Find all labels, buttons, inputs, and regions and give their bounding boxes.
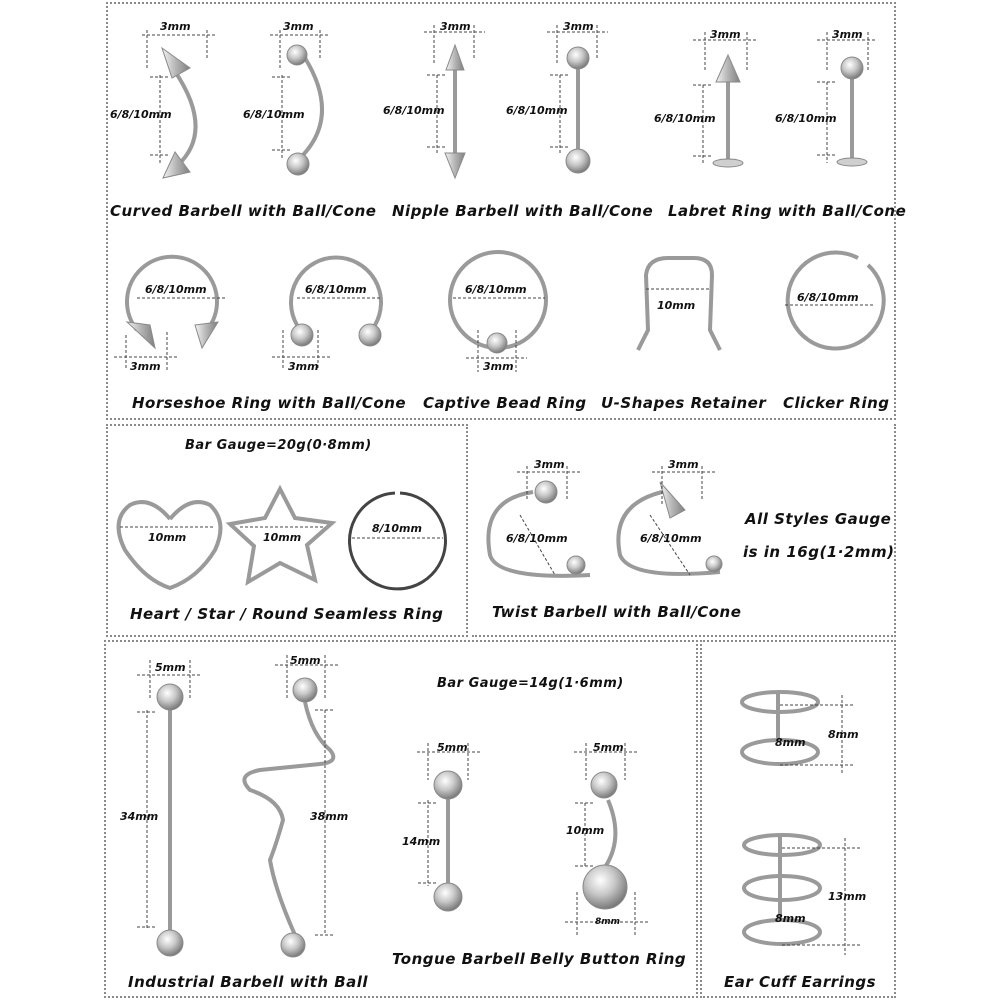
dim-ball-size: 3mm bbox=[710, 28, 741, 41]
dim-diameter: 6/8/10mm bbox=[797, 291, 859, 304]
dim-heart-size: 10mm bbox=[148, 531, 187, 544]
gauge14-panel bbox=[104, 640, 698, 998]
dim-diameter: 8mm bbox=[775, 912, 806, 925]
dim-length: 6/8/10mm bbox=[243, 108, 305, 121]
dim-ball-size: 5mm bbox=[593, 741, 624, 754]
dim-length: 10mm bbox=[566, 824, 605, 837]
dim-length: 6/8/10mm bbox=[110, 108, 172, 121]
caption-nipple-barbell: Nipple Barbell with Ball/Cone bbox=[392, 202, 654, 220]
dim-ball-size: 3mm bbox=[288, 360, 319, 373]
dim-ball-size: 5mm bbox=[437, 741, 468, 754]
dim-width: 10mm bbox=[657, 299, 696, 312]
dim-star-size: 10mm bbox=[263, 531, 302, 544]
gauge-label-20g: Bar Gauge=20g(0·8mm) bbox=[185, 438, 372, 453]
dim-length: 34mm bbox=[120, 810, 159, 823]
caption-belly-button-ring: Belly Button Ring bbox=[530, 950, 687, 968]
dim-ball-size: 3mm bbox=[160, 20, 191, 33]
dim-ball-size: 3mm bbox=[283, 20, 314, 33]
dim-ball-size: 3mm bbox=[534, 458, 565, 471]
dim-height: 13mm bbox=[828, 890, 867, 903]
dim-ball-size: 5mm bbox=[290, 654, 321, 667]
dim-ball-size: 3mm bbox=[440, 20, 471, 33]
earcuff-panel bbox=[700, 640, 896, 998]
dim-length: 6/8/10mm bbox=[383, 104, 445, 117]
caption-clicker-ring: Clicker Ring bbox=[783, 394, 890, 412]
dim-length: 6/8/10mm bbox=[775, 112, 837, 125]
dim-diameter: 6/8/10mm bbox=[305, 283, 367, 296]
dim-length: 6/8/10mm bbox=[506, 104, 568, 117]
dim-length: 38mm bbox=[310, 810, 349, 823]
dim-diameter: 8mm bbox=[775, 736, 806, 749]
dim-ball-size: 3mm bbox=[668, 458, 699, 471]
dim-ball-size: 5mm bbox=[155, 661, 186, 674]
caption-ear-cuff: Ear Cuff Earrings bbox=[724, 973, 877, 991]
caption-industrial-barbell: Industrial Barbell with Ball bbox=[128, 973, 369, 991]
caption-captive-bead-ring: Captive Bead Ring bbox=[423, 394, 587, 412]
dim-length: 6/8/10mm bbox=[654, 112, 716, 125]
dim-bottom-ball: 8mm bbox=[595, 917, 621, 927]
caption-horseshoe-ring: Horseshoe Ring with Ball/Cone bbox=[132, 394, 407, 412]
dim-ball-size: 3mm bbox=[130, 360, 161, 373]
dim-ball-size: 3mm bbox=[483, 360, 514, 373]
caption-labret-ring: Labret Ring with Ball/Cone bbox=[668, 202, 907, 220]
dim-round-size: 8/10mm bbox=[372, 522, 422, 535]
caption-seamless-ring: Heart / Star / Round Seamless Ring bbox=[130, 605, 444, 623]
caption-twist-barbell: Twist Barbell with Ball/Cone bbox=[492, 603, 742, 621]
dim-length: 6/8/10mm bbox=[640, 532, 702, 545]
caption-curved-barbell: Curved Barbell with Ball/Cone bbox=[110, 202, 377, 220]
caption-u-shapes-retainer: U-Shapes Retainer bbox=[601, 394, 767, 412]
dim-diameter: 6/8/10mm bbox=[465, 283, 527, 296]
dim-ball-size: 3mm bbox=[832, 28, 863, 41]
gauge-note-line1: All Styles Gauge bbox=[745, 510, 892, 528]
caption-tongue-barbell: Tongue Barbell bbox=[392, 950, 526, 968]
gauge-label-14g: Bar Gauge=14g(1·6mm) bbox=[437, 676, 624, 691]
dim-height: 8mm bbox=[828, 728, 859, 741]
dim-ball-size: 3mm bbox=[563, 20, 594, 33]
dim-length: 14mm bbox=[402, 835, 441, 848]
dim-length: 6/8/10mm bbox=[506, 532, 568, 545]
dim-diameter: 6/8/10mm bbox=[145, 283, 207, 296]
gauge-note-line2: is in 16g(1·2mm) bbox=[743, 543, 895, 561]
